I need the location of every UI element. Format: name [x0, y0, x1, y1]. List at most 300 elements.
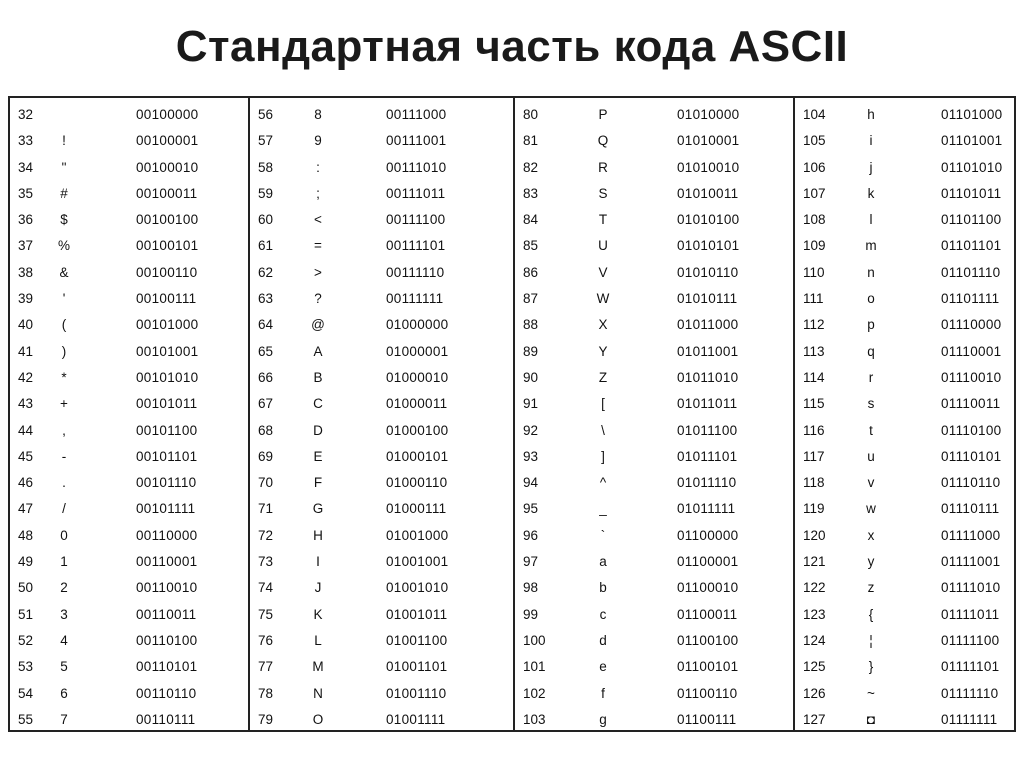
char-cell: 7	[60, 711, 68, 727]
dec-cell: 106	[803, 159, 826, 175]
bin-cell: 00101111	[136, 501, 196, 517]
ascii-table	[8, 96, 1016, 732]
char-cell: T	[598, 212, 608, 228]
char-cell: u	[867, 448, 875, 464]
table-row	[515, 654, 793, 680]
table-row	[250, 496, 513, 522]
bin-cell: 01001010	[386, 580, 449, 596]
table-row	[515, 233, 793, 259]
table-row	[515, 575, 793, 601]
table-block-3	[515, 98, 795, 730]
bin-cell: 01001101	[386, 659, 448, 675]
bin-cell: 01100110	[677, 685, 738, 701]
table-row	[10, 207, 248, 233]
bin-cell: 01000100	[386, 422, 449, 438]
table-row	[10, 260, 248, 286]
table-row	[250, 628, 513, 654]
table-row	[795, 312, 1014, 338]
table-block-4	[795, 98, 1014, 730]
table-row	[515, 391, 793, 417]
char-cell: p	[867, 317, 875, 333]
bin-cell: 01011001	[677, 343, 739, 359]
dec-cell: 57	[258, 133, 274, 149]
char-cell: C	[313, 396, 323, 412]
dec-cell: 48	[18, 527, 34, 543]
table-row	[10, 233, 248, 259]
dec-cell: 33	[18, 133, 34, 149]
dec-cell: 84	[523, 212, 539, 228]
char-cell: l	[869, 212, 873, 228]
dec-cell: 63	[258, 291, 274, 307]
char-cell: -	[61, 448, 67, 464]
char-cell: f	[601, 685, 605, 701]
bin-cell: 00110101	[136, 659, 198, 675]
dec-cell: 121	[803, 554, 826, 570]
char-cell: Q	[597, 133, 609, 149]
bin-cell: 01100100	[677, 632, 739, 648]
char-cell: w	[866, 501, 876, 517]
table-row	[795, 681, 1014, 707]
char-cell: 0	[60, 527, 68, 543]
char-cell: ◘	[866, 711, 876, 727]
table-row	[795, 128, 1014, 154]
dec-cell: 85	[523, 238, 539, 254]
bin-cell: 01001110	[386, 685, 447, 701]
char-cell: q	[867, 343, 875, 359]
dec-cell: 39	[18, 291, 34, 307]
bin-cell: 01111010	[941, 580, 1001, 596]
bin-cell: 01110111	[941, 501, 1000, 517]
table-row	[795, 444, 1014, 470]
dec-cell: 107	[803, 185, 826, 201]
char-cell: [	[601, 396, 605, 412]
table-row	[10, 128, 248, 154]
bin-cell: 01111101	[941, 659, 1000, 675]
dec-cell: 79	[258, 711, 274, 727]
bin-cell: 00111101	[386, 238, 446, 254]
bin-cell: 00101101	[136, 448, 198, 464]
bin-cell: 01011010	[677, 369, 739, 385]
bin-cell: 01101000	[941, 107, 1003, 122]
char-cell: ;	[316, 185, 320, 201]
bin-cell: 00100100	[136, 212, 199, 228]
dec-cell: 38	[18, 264, 34, 280]
char-cell: V	[598, 264, 608, 280]
table-row	[795, 102, 1014, 128]
char-cell: 1	[60, 554, 68, 570]
char-cell: _	[599, 501, 607, 517]
dec-cell: 96	[523, 527, 539, 543]
char-cell: P	[598, 107, 608, 122]
page-title: Стандартная часть кода ASCII	[175, 22, 849, 71]
dec-cell: 45	[18, 448, 34, 464]
dec-cell: 93	[523, 448, 539, 464]
bin-cell: 01011110	[677, 475, 737, 491]
dec-cell: 74	[258, 580, 274, 596]
table-row	[250, 575, 513, 601]
char-cell: 6	[60, 685, 68, 701]
char-cell: 2	[60, 580, 68, 596]
dec-cell: 117	[803, 448, 825, 464]
char-cell: ¦	[869, 632, 873, 648]
char-cell: .	[62, 475, 66, 491]
bin-cell: 00100110	[136, 264, 198, 280]
table-row	[10, 602, 248, 628]
bin-cell: 00101011	[136, 396, 198, 412]
bin-cell: 01010111	[677, 291, 738, 307]
dec-cell: 54	[18, 685, 34, 701]
table-row	[795, 233, 1014, 259]
dec-cell: 59	[258, 185, 274, 201]
char-cell: /	[62, 501, 66, 517]
char-cell: t	[869, 422, 873, 438]
table-row	[10, 102, 248, 128]
dec-cell: 53	[18, 659, 34, 675]
char-cell: :	[316, 159, 320, 175]
table-row	[250, 470, 513, 496]
char-cell: b	[599, 580, 607, 596]
bin-cell: 01000011	[386, 396, 448, 412]
bin-cell: 00111001	[386, 133, 447, 149]
table-row	[10, 681, 248, 707]
table-row	[795, 155, 1014, 181]
dec-cell: 52	[18, 632, 34, 648]
dec-cell: 100	[523, 632, 546, 648]
bin-cell: 01101001	[941, 133, 1003, 149]
char-cell: n	[867, 264, 875, 280]
bin-cell: 01100001	[677, 554, 739, 570]
bin-cell: 00110111	[136, 711, 196, 727]
bin-cell: 01101110	[941, 264, 1001, 280]
bin-cell: 01111111	[941, 711, 998, 727]
dec-cell: 103	[523, 711, 546, 727]
bin-cell: 00111100	[386, 212, 446, 228]
char-cell: ?	[314, 291, 322, 307]
char-cell: =	[314, 238, 322, 254]
char-cell: k	[867, 185, 875, 201]
table-row	[10, 496, 248, 522]
char-cell: i	[869, 133, 873, 149]
char-cell: <	[314, 212, 322, 228]
dec-cell: 114	[803, 369, 825, 385]
char-cell: Z	[598, 369, 608, 385]
table-row	[795, 628, 1014, 654]
char-cell: d	[599, 632, 607, 648]
dec-cell: 64	[258, 317, 274, 333]
dec-cell: 101	[523, 659, 546, 675]
bin-cell: 01010110	[677, 264, 739, 280]
table-row	[795, 207, 1014, 233]
char-cell: X	[598, 317, 608, 333]
table-row	[10, 339, 248, 365]
table-row	[10, 654, 248, 680]
table-row	[515, 549, 793, 575]
table-row	[795, 339, 1014, 365]
table-block-2	[250, 98, 515, 730]
dec-cell: 88	[523, 317, 539, 333]
bin-cell: 00110000	[136, 527, 198, 543]
bin-cell: 01110011	[941, 396, 1001, 412]
table-row	[515, 496, 793, 522]
char-cell: !	[62, 133, 66, 149]
table-row	[250, 365, 513, 391]
dec-cell: 86	[523, 264, 539, 280]
dec-cell: 124	[803, 632, 826, 648]
char-cell: y	[867, 554, 875, 570]
bin-cell: 01111110	[941, 685, 999, 701]
table-row	[250, 155, 513, 181]
table-block-1	[10, 98, 250, 730]
char-cell: Y	[598, 343, 608, 359]
dec-cell: 60	[258, 212, 274, 228]
table-row	[250, 207, 513, 233]
char-cell: M	[312, 659, 324, 675]
char-cell: '	[62, 291, 66, 307]
char-cell: #	[60, 185, 68, 201]
dec-cell: 104	[803, 107, 826, 122]
table-row	[795, 575, 1014, 601]
dec-cell: 123	[803, 606, 826, 622]
dec-cell: 34	[18, 159, 34, 175]
char-cell: A	[313, 343, 323, 359]
dec-cell: 42	[18, 369, 34, 385]
bin-cell: 01101111	[941, 291, 1000, 307]
table-row	[10, 549, 248, 575]
table-row	[250, 260, 513, 286]
bin-cell: 01011011	[677, 396, 738, 412]
dec-cell: 55	[18, 711, 34, 727]
char-cell: r	[868, 369, 874, 385]
char-cell: `	[600, 527, 606, 543]
bin-cell: 01011000	[677, 317, 739, 333]
char-cell: B	[313, 369, 323, 385]
bin-cell: 01001111	[386, 711, 446, 727]
dec-cell: 112	[803, 317, 825, 333]
char-cell: K	[313, 606, 323, 622]
char-cell: )	[61, 343, 67, 359]
dec-cell: 95	[523, 501, 539, 517]
bin-cell: 01010100	[677, 212, 740, 228]
dec-cell: 113	[803, 343, 825, 359]
bin-cell: 01111011	[941, 606, 1000, 622]
char-cell: W	[596, 291, 610, 307]
char-cell: U	[598, 238, 608, 254]
table-row	[250, 654, 513, 680]
char-cell: &	[59, 264, 69, 280]
table-row	[515, 707, 793, 733]
dec-cell: 90	[523, 369, 539, 385]
dec-cell: 116	[803, 422, 825, 438]
bin-cell: 00100111	[136, 291, 197, 307]
table-row	[515, 365, 793, 391]
dec-cell: 125	[803, 659, 826, 675]
table-row	[515, 312, 793, 338]
char-cell: \	[601, 422, 605, 438]
char-cell: $	[60, 212, 68, 228]
table-row	[250, 181, 513, 207]
char-cell: v	[867, 475, 875, 491]
bin-cell: 00111000	[386, 107, 447, 122]
table-row	[250, 681, 513, 707]
char-cell: a	[599, 554, 607, 570]
table-row	[10, 523, 248, 549]
table-row	[795, 286, 1014, 312]
char-cell: 5	[60, 659, 68, 675]
bin-cell: 01000110	[386, 475, 448, 491]
dec-cell: 49	[18, 554, 34, 570]
dec-cell: 122	[803, 580, 826, 596]
table-row	[795, 549, 1014, 575]
table-row	[250, 128, 513, 154]
dec-cell: 98	[523, 580, 539, 596]
bin-cell: 01011101	[677, 448, 738, 464]
bin-cell: 00110100	[136, 632, 198, 648]
dec-cell: 44	[18, 422, 34, 438]
dec-cell: 77	[258, 659, 274, 675]
table-row	[250, 286, 513, 312]
char-cell: N	[313, 685, 323, 701]
char-cell: F	[313, 475, 323, 491]
dec-cell: 72	[258, 527, 274, 543]
dec-cell: 70	[258, 475, 274, 491]
char-cell: S	[598, 185, 608, 201]
bin-cell: 00101110	[136, 475, 197, 491]
bin-cell: 01110010	[941, 369, 1002, 385]
table-row	[10, 155, 248, 181]
table-row	[795, 602, 1014, 628]
bin-cell: 00100101	[136, 238, 199, 254]
dec-cell: 37	[18, 238, 34, 254]
table-row	[795, 365, 1014, 391]
dec-cell: 69	[258, 448, 274, 464]
char-cell: s	[867, 396, 875, 412]
table-row	[795, 654, 1014, 680]
table-row	[10, 391, 248, 417]
table-row	[515, 628, 793, 654]
table-row	[10, 286, 248, 312]
table-row	[10, 628, 248, 654]
table-row	[250, 418, 513, 444]
bin-cell: 01001011	[386, 606, 448, 622]
table-row	[10, 365, 248, 391]
char-cell: ,	[62, 422, 66, 438]
bin-cell: 01111000	[941, 527, 1001, 543]
bin-cell: 00101010	[136, 369, 199, 385]
bin-cell: 01110110	[941, 475, 1001, 491]
table-row	[10, 181, 248, 207]
bin-cell: 01100111	[677, 711, 737, 727]
char-cell: *	[61, 369, 67, 385]
char-cell: x	[867, 527, 875, 543]
dec-cell: 87	[523, 291, 539, 307]
dec-cell: 41	[18, 343, 34, 359]
char-cell: c	[599, 606, 607, 622]
char-cell: j	[869, 159, 873, 175]
table-row	[10, 312, 248, 338]
table-row	[795, 181, 1014, 207]
dec-cell: 35	[18, 185, 34, 201]
table-row	[10, 575, 248, 601]
bin-cell: 00100001	[136, 133, 199, 149]
dec-cell: 108	[803, 212, 826, 228]
char-cell: z	[867, 580, 875, 596]
bin-cell: 01000000	[386, 317, 449, 333]
bin-cell: 00101000	[136, 317, 199, 333]
table-row	[10, 707, 248, 733]
char-cell: O	[312, 711, 324, 727]
char-cell: ~	[867, 685, 875, 701]
bin-cell: 01111100	[941, 632, 1000, 648]
table-row	[10, 418, 248, 444]
dec-cell: 118	[803, 475, 825, 491]
dec-cell: 66	[258, 369, 274, 385]
dec-cell: 105	[803, 133, 826, 149]
dec-cell: 127	[803, 711, 826, 727]
table-row	[10, 470, 248, 496]
dec-cell: 36	[18, 212, 34, 228]
table-row	[10, 444, 248, 470]
dec-cell: 115	[803, 396, 825, 412]
dec-cell: 73	[258, 554, 274, 570]
dec-cell: 97	[523, 554, 539, 570]
char-cell: J	[314, 580, 322, 596]
dec-cell: 83	[523, 185, 539, 201]
char-cell: ]	[601, 448, 605, 464]
char-cell: 3	[60, 606, 68, 622]
bin-cell: 01100101	[677, 659, 739, 675]
dec-cell: 110	[803, 264, 825, 280]
bin-cell: 00110110	[136, 685, 197, 701]
dec-cell: 82	[523, 159, 539, 175]
bin-cell: 01001100	[386, 632, 448, 648]
dec-cell: 75	[258, 606, 274, 622]
dec-cell: 61	[258, 238, 274, 254]
char-cell: (	[61, 317, 67, 333]
dec-cell: 92	[523, 422, 539, 438]
bin-cell: 01101011	[941, 185, 1002, 201]
bin-cell: 01110100	[941, 422, 1002, 438]
table-row	[515, 207, 793, 233]
bin-cell: 00100011	[136, 185, 198, 201]
bin-cell: 00100010	[136, 159, 199, 175]
bin-cell: 00101001	[136, 343, 199, 359]
bin-cell: 00111111	[386, 291, 444, 307]
bin-cell: 00111110	[386, 264, 445, 280]
table-row	[250, 602, 513, 628]
char-cell: E	[313, 448, 323, 464]
table-row	[515, 286, 793, 312]
char-cell: m	[865, 238, 877, 254]
char-cell: 4	[60, 632, 68, 648]
bin-cell: 01010010	[677, 159, 740, 175]
dec-cell: 58	[258, 159, 274, 175]
table-row	[515, 602, 793, 628]
table-row	[515, 128, 793, 154]
char-cell: ^	[599, 475, 607, 491]
bin-cell: 01011111	[677, 501, 736, 517]
char-cell: e	[599, 659, 607, 675]
table-row	[250, 391, 513, 417]
bin-cell: 01111001	[941, 554, 1001, 570]
dec-cell: 46	[18, 475, 34, 491]
char-cell: D	[313, 422, 323, 438]
table-row	[515, 102, 793, 128]
dec-cell: 89	[523, 343, 539, 359]
table-row	[795, 470, 1014, 496]
dec-cell: 50	[18, 580, 34, 596]
table-row	[795, 418, 1014, 444]
table-row	[515, 339, 793, 365]
